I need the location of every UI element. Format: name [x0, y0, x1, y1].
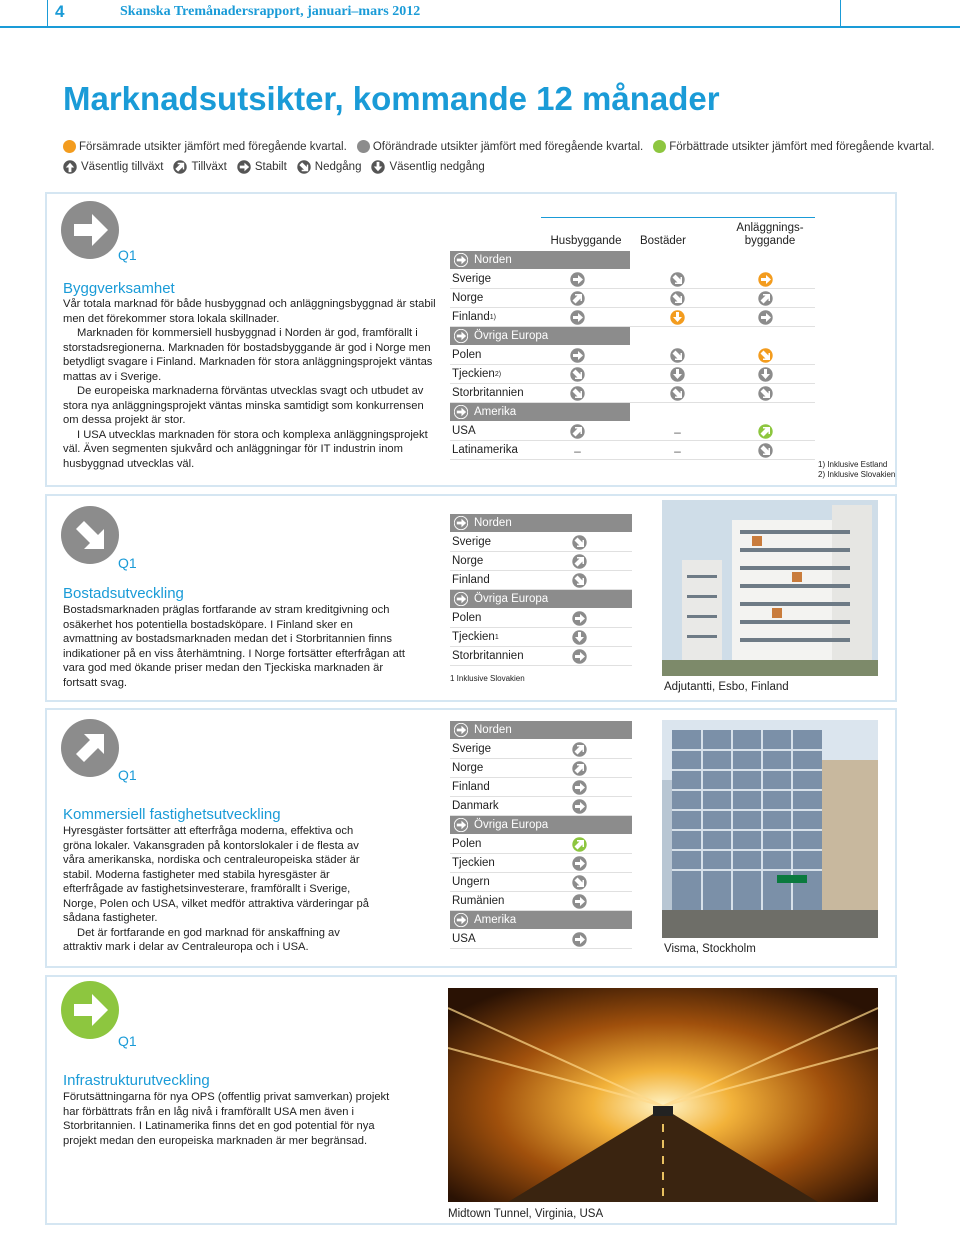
legend-worse — [63, 140, 347, 153]
dash-cell: – — [674, 443, 681, 458]
up-right-arrow-icon — [570, 291, 585, 306]
photo-visma — [662, 720, 878, 938]
legend-same-label: Oförändrade utsikter jämfört med föregående kvartal. — [372, 140, 644, 153]
table-row — [450, 740, 632, 759]
report-title: Skanska Tremånadersrapport, januari–mars 2012 — [120, 4, 421, 19]
table-row — [450, 797, 632, 816]
right-arrow-icon — [570, 310, 585, 325]
up-right-arrow-icon — [173, 160, 187, 174]
row-label: Storbritannien — [452, 650, 524, 662]
footnote-marker: 1 — [494, 633, 499, 641]
table-row — [450, 647, 632, 666]
row-label: Polen — [452, 349, 482, 361]
down-right-arrow-icon — [670, 386, 685, 401]
right-arrow-icon — [758, 310, 773, 325]
row-label: Norge — [452, 555, 484, 567]
row-label: Finland — [452, 781, 490, 793]
legend-same — [357, 140, 643, 153]
table-row — [450, 571, 632, 590]
legend-better-label: Förbättrade utsikter jämfört med föregående kvartal. — [669, 140, 935, 153]
table-group-header — [450, 911, 632, 930]
table-row — [450, 552, 632, 571]
paragraph: Bostadsmarknaden präglas fortfarande av stram kreditgivning och osäkerhet hos potentiella bostadsköpare. I Finland sker en avmattning av bostadsmarknaden medan det i Storbritannien finns indikationer på en viss återhämtning. I Norge fortsätter efterfrågan att vara god med ökande priser medan den Tjeckiska marknaden är fortsatt svag. — [63, 604, 406, 689]
group-label: Amerika — [474, 406, 517, 418]
right-arrow-icon — [572, 856, 587, 871]
caption-visma: Visma, Stockholm — [664, 943, 756, 955]
legend-arrow-label: Väsentlig nedgång — [389, 161, 485, 173]
right-arrow-icon — [454, 405, 468, 419]
table-row — [450, 759, 632, 778]
group-label: Övriga Europa — [474, 593, 549, 605]
row-label: Sverige — [452, 536, 491, 548]
table-top-rule — [541, 217, 815, 218]
table-row — [450, 533, 632, 552]
table-group-header — [450, 403, 630, 422]
table-row — [450, 873, 632, 892]
table-row — [450, 384, 815, 403]
paragraph: I USA utvecklas marknaden för stora och komplexa anläggningsprojekt väl. Även segmenten sjukvård och anläggningar för IT industrin inom husbyggnad utvecklas väl. — [63, 428, 428, 470]
table-bostad — [450, 514, 632, 666]
bostad-text — [63, 603, 408, 690]
table-kommersiell — [450, 721, 632, 949]
section-title-kommersiell: Kommersiell fastighetsutveckling — [63, 806, 281, 823]
down-right-arrow-icon — [670, 291, 685, 306]
group-label: Amerika — [474, 914, 517, 926]
footnote-marker: 1) — [489, 313, 496, 321]
legend-arrows — [63, 160, 495, 174]
table-row — [450, 365, 815, 384]
q1-label: Q1 — [118, 555, 137, 571]
right-arrow-icon — [454, 913, 468, 927]
kommersiell-text — [63, 824, 375, 955]
paragraph: Förutsättningarna för nya OPS (offentlig privat samverkan) projekt har förbättrats från en låg nivå i framförallt USA men även i Storbritannien. I Latinamerika finns det en god potential för nya projekt medan den europeiska marknaden är mer begränsad. — [63, 1091, 390, 1147]
orange-dot-icon — [63, 140, 76, 153]
table-row — [450, 609, 632, 628]
down-right-arrow-icon — [670, 272, 685, 287]
table-row — [450, 854, 632, 873]
up-right-arrow-icon — [572, 837, 587, 852]
table-group-header — [450, 590, 632, 609]
col-header-anlaggningsbyggande: Anläggnings- byggande — [736, 222, 804, 247]
byggverksamhet-text — [63, 297, 438, 471]
down-arrow-icon — [758, 367, 773, 382]
page-number: 4 — [55, 2, 65, 21]
right-arrow-icon — [570, 272, 585, 287]
right-arrow-icon — [454, 329, 468, 343]
right-arrow-icon — [572, 649, 587, 664]
q1-label: Q1 — [118, 247, 137, 263]
footnote: 1 Inklusive Slovakien — [450, 674, 525, 683]
right-arrow-icon — [758, 272, 773, 287]
up-right-arrow-icon — [572, 554, 587, 569]
table-byggverksamhet — [450, 251, 815, 460]
down-right-arrow-icon — [758, 386, 773, 401]
row-label: Polen — [452, 612, 482, 624]
down-arrow-icon — [670, 310, 685, 325]
paragraph: Vår totala marknad för både husbyggnad och anläggningsbyggnad är stabil men det förekommer stora lokala skillnader. — [63, 298, 436, 325]
col-header-husbyggande: Husbyggande — [550, 235, 622, 247]
row-label: Finland — [452, 574, 490, 586]
caption-adjutantti: Adjutantti, Esbo, Finland — [664, 681, 789, 693]
down-right-arrow-icon — [572, 875, 587, 890]
table-row — [450, 835, 632, 854]
row-label: Finland — [452, 311, 490, 323]
paragraph: Det är fortfarande en god marknad för anskaffning av attraktiv mark i delar av Centraleuropa och i USA. — [63, 926, 340, 953]
group-label: Norden — [474, 254, 512, 266]
footnote: 2) Inklusive Slovakien — [818, 470, 896, 479]
legend-arrow-label: Stabilt — [254, 161, 287, 173]
big-up-right-arrow-icon — [60, 718, 120, 783]
legend-colors — [63, 140, 934, 153]
q1-label: Q1 — [118, 1033, 137, 1049]
green-dot-icon — [653, 140, 666, 153]
photo-midtown-tunnel — [448, 988, 878, 1202]
right-arrow-icon — [454, 592, 468, 606]
down-arrow-icon — [371, 160, 385, 174]
row-label: Danmark — [452, 800, 499, 812]
down-right-arrow-icon — [670, 348, 685, 363]
section-title-bostad: Bostadsutveckling — [63, 585, 184, 602]
right-arrow-icon — [454, 723, 468, 737]
legend-arrow-label: Nedgång — [314, 161, 362, 173]
photo-adjutantti — [662, 500, 878, 676]
right-arrow-icon — [572, 932, 587, 947]
legend-worse-label: Försämrade utsikter jämfört med föregående kvartal. — [79, 140, 347, 153]
row-label: Sverige — [452, 743, 491, 755]
right-arrow-icon — [572, 799, 587, 814]
legend-arrow-item — [173, 160, 226, 174]
legend-arrow-label: Tillväxt — [191, 161, 227, 173]
down-right-arrow-icon — [570, 367, 585, 382]
big-right-arrow-icon — [60, 200, 120, 265]
dash-cell: – — [674, 424, 681, 439]
table-group-header — [450, 816, 632, 835]
row-label: Norge — [452, 292, 484, 304]
right-arrow-icon — [570, 348, 585, 363]
table-row — [450, 289, 815, 308]
paragraph: De europeiska marknaderna förväntas utvecklas svagt och utbudet av stora nya anläggningsprojekt väntas minska samtidigt som konkurrensen om dessa projekt är stor. — [63, 385, 424, 426]
footnote-marker: 2) — [494, 370, 502, 378]
legend-arrow-item — [297, 160, 362, 174]
legend-arrow-label: Väsentlig tillväxt — [81, 161, 164, 173]
table-group-header — [450, 251, 630, 270]
grey-dot-icon — [357, 140, 370, 153]
row-label: USA — [452, 425, 476, 437]
row-label: Rumänien — [452, 895, 505, 907]
footnotes — [818, 460, 895, 480]
table-row — [450, 422, 815, 441]
table-row — [450, 441, 815, 460]
up-right-arrow-icon — [570, 424, 585, 439]
up-right-arrow-icon — [572, 742, 587, 757]
legend-arrow-item — [237, 160, 287, 174]
down-right-arrow-icon — [758, 348, 773, 363]
row-label: Sverige — [452, 273, 491, 285]
caption-midtown: Midtown Tunnel, Virginia, USA — [448, 1208, 604, 1220]
down-right-arrow-icon — [297, 160, 311, 174]
paragraph: Marknaden för kommersiell husbyggnad i Norden är god, framförallt i storstadsregionerna. Marknaden för bostadsbyggande är god i Norge men betydligt svagare i Finland. Marknaden för stora anläggningsprojekt väntas mattas av i Sverige. — [63, 327, 433, 383]
row-label: Polen — [452, 838, 482, 850]
right-arrow-icon — [454, 253, 468, 267]
right-arrow-icon — [454, 516, 468, 530]
table-row — [450, 308, 815, 327]
legend-better — [653, 140, 934, 153]
right-arrow-icon — [454, 818, 468, 832]
up-arrow-icon — [63, 160, 77, 174]
col-header-bostader: Bostäder — [639, 235, 687, 247]
table-group-header — [450, 327, 630, 346]
header-rule — [0, 26, 960, 28]
table-row — [450, 892, 632, 911]
page-title: Marknadsutsikter, kommande 12 månader — [63, 80, 720, 117]
group-label: Övriga Europa — [474, 330, 549, 342]
table-row — [450, 270, 815, 289]
table-row — [450, 346, 815, 365]
up-right-arrow-icon — [572, 761, 587, 776]
section-title-byggverksamhet: Byggverksamhet — [63, 280, 175, 297]
paragraph: Hyresgäster fortsätter att efterfråga moderna, effektiva och gröna lokaler. Vakansgraden på kontorslokaler i de flesta av våra amerikanska, nordiska och centraleuropeiska städer är stabil. Moderna fastigheter med stabila hyresgäster är efterfrågade av fastighetsinvesterare, framförallt i Sverige, Norge, Polen och USA, vilket medför attraktiva värderingar på sådana fastigheter. — [63, 825, 369, 924]
right-arrow-icon — [572, 611, 587, 626]
right-arrow-icon — [237, 160, 251, 174]
down-right-arrow-icon — [572, 573, 587, 588]
row-label: Tjeckien — [452, 857, 495, 869]
table-group-header — [450, 514, 632, 533]
row-label: Storbritannien — [452, 387, 524, 399]
up-right-arrow-icon — [758, 424, 773, 439]
legend-arrow-item — [371, 160, 484, 174]
section-title-infra: Infrastrukturutveckling — [63, 1072, 210, 1089]
row-label: Tjeckien — [452, 368, 495, 380]
header-divider — [840, 0, 841, 26]
infra-text — [63, 1090, 393, 1148]
group-label: Norden — [474, 517, 512, 529]
up-right-arrow-icon — [758, 291, 773, 306]
row-label: Tjeckien — [452, 631, 495, 643]
footnote: 1) Inklusive Estland — [818, 460, 888, 469]
right-arrow-icon — [572, 780, 587, 795]
row-label: USA — [452, 933, 476, 945]
row-label: Norge — [452, 762, 484, 774]
down-right-arrow-icon — [570, 386, 585, 401]
legend-arrow-item — [63, 160, 163, 174]
down-arrow-icon — [572, 630, 587, 645]
row-label: Latinamerika — [452, 444, 518, 456]
table-row — [450, 778, 632, 797]
big-right-arrow-green-icon — [60, 980, 120, 1045]
group-label: Övriga Europa — [474, 819, 549, 831]
row-label: Ungern — [452, 876, 490, 888]
down-arrow-icon — [670, 367, 685, 382]
down-right-arrow-icon — [758, 443, 773, 458]
table-row — [450, 628, 632, 647]
q1-label: Q1 — [118, 767, 137, 783]
header-left-box — [0, 0, 48, 26]
big-down-right-arrow-icon — [60, 505, 120, 570]
table-row — [450, 930, 632, 949]
dash-cell: – — [574, 443, 581, 458]
down-right-arrow-icon — [572, 535, 587, 550]
right-arrow-icon — [572, 894, 587, 909]
group-label: Norden — [474, 724, 512, 736]
table-group-header — [450, 721, 632, 740]
